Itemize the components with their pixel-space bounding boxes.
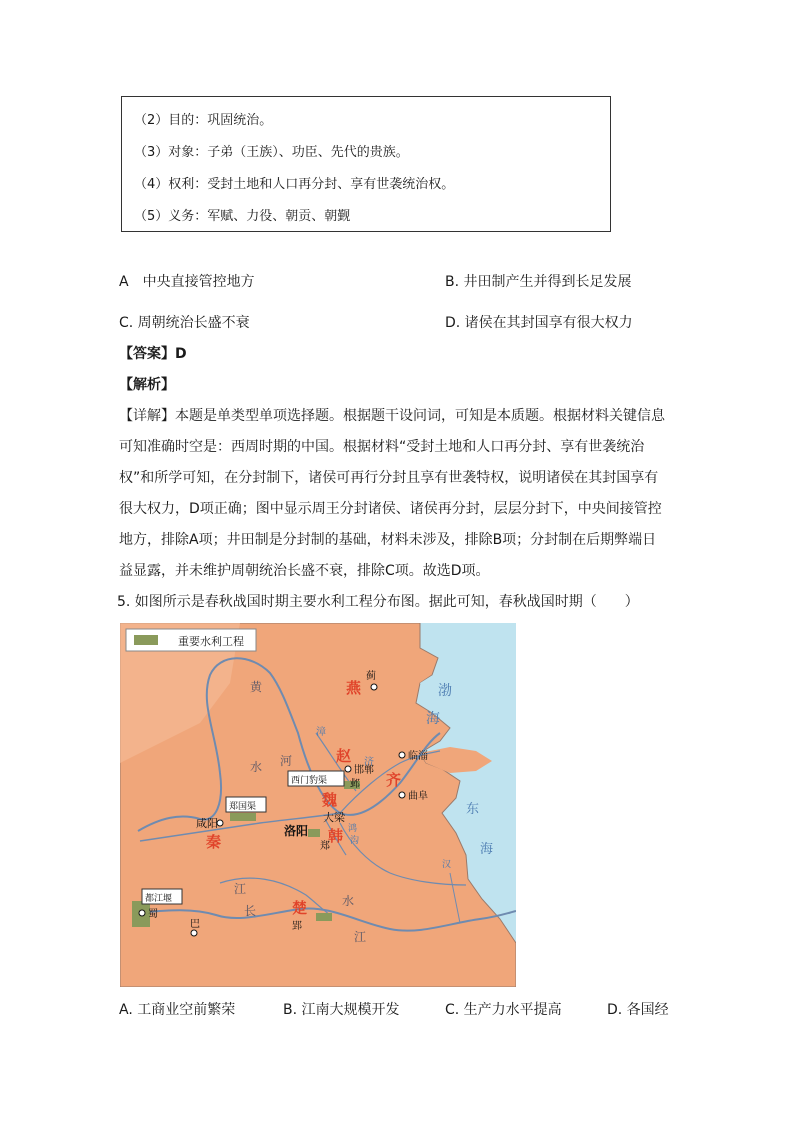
label-huang: 黄 bbox=[250, 680, 263, 694]
legend-swatch bbox=[134, 635, 158, 645]
state-yan: 燕 bbox=[346, 679, 362, 697]
state-wei: 魏 bbox=[322, 791, 338, 809]
label-chang: 长 bbox=[244, 904, 257, 918]
label-hong: 鸿 bbox=[348, 824, 358, 834]
city-dot bbox=[371, 684, 377, 690]
label-ji-river: 济 bbox=[364, 757, 374, 768]
q4-option-d[interactable]: D. 诸侯在其封国享有很大权力 bbox=[445, 315, 633, 331]
detail-line: 很大权力，D项正确；图中显示周王分封诸侯、诸侯再分封，层层分封下，中央间接管控 bbox=[119, 501, 662, 517]
q4-option-a[interactable]: A 中央直接管控地方 bbox=[119, 274, 255, 290]
legend-label: 重要水利工程 bbox=[178, 635, 244, 648]
state-han: 韩 bbox=[328, 827, 344, 845]
label-bo: 渤 bbox=[438, 683, 452, 699]
q5-option-a[interactable]: A. 工商业空前繁荣 bbox=[119, 1002, 236, 1018]
city-linzi: 临淄 bbox=[408, 751, 428, 762]
detail-line: 可知准确时空是：西周时期的中国。根据材料“受封土地和人口再分封、享有世袭统治 bbox=[119, 439, 645, 455]
zhengguo-label: 郑国渠 bbox=[229, 802, 257, 812]
state-qin: 秦 bbox=[206, 833, 222, 851]
detail-line: 地方，排除A项；井田制是分封制的基础，材料未涉及，排除B项；分封制在后期弊端日 bbox=[119, 532, 657, 548]
label-jiang: 江 bbox=[234, 882, 247, 896]
city-daliang: 大梁 bbox=[323, 811, 345, 824]
material-line-3: （3）对象：子弟（王族）、功臣、先代的贵族。 bbox=[134, 145, 409, 160]
label-zhang: 漳 bbox=[316, 727, 326, 738]
q5-option-c[interactable]: C. 生产力水平提高 bbox=[445, 1002, 562, 1018]
chu-patch bbox=[316, 913, 332, 921]
answer-label: 【答案】D bbox=[119, 346, 187, 362]
label-dong: 东 bbox=[466, 802, 480, 817]
material-box bbox=[121, 96, 611, 232]
map-svg bbox=[120, 623, 516, 987]
material-line-4: （4）权利：受封土地和人口再分封、享有世袭统治权。 bbox=[134, 177, 455, 192]
material-line-5: （5）义务：军赋、力役、朝贡、朝觐 bbox=[134, 209, 351, 224]
city-dot bbox=[345, 766, 351, 772]
analysis-label: 【解析】 bbox=[119, 377, 175, 393]
city-handan: 邯郸 bbox=[354, 765, 374, 776]
label-hai: 海 bbox=[426, 711, 440, 727]
label-shui2: 水 bbox=[342, 894, 355, 908]
city-xianyang: 咸阳 bbox=[196, 817, 218, 830]
city-dot bbox=[139, 910, 145, 916]
q5-option-d[interactable]: D. 各国经 bbox=[607, 1002, 669, 1018]
state-chu: 楚 bbox=[292, 899, 308, 917]
material-line-2: （2）目的：巩固统治。 bbox=[134, 113, 273, 128]
water-projects-map bbox=[120, 623, 516, 987]
city-dot bbox=[399, 792, 405, 798]
city-shu: 蜀 bbox=[148, 909, 158, 920]
city-ye: 邺 bbox=[350, 779, 360, 790]
city-luoyang: 洛阳 bbox=[284, 824, 309, 838]
city-zheng: 郑 bbox=[320, 841, 330, 852]
city-qufu: 曲阜 bbox=[408, 791, 428, 802]
label-han-river: 汉 bbox=[442, 860, 452, 870]
luoyang-patch bbox=[308, 829, 320, 837]
label-he: 河 bbox=[280, 754, 293, 768]
q5-option-b[interactable]: B. 江南大规模开发 bbox=[283, 1002, 400, 1018]
detail-line: 益显露，并未维护周朝统治长盛不衰，排除C项。故选D项。 bbox=[119, 563, 490, 579]
label-gou: 沟 bbox=[350, 836, 360, 846]
detail-line: 权”和所学可知，在分封制下，诸侯可再行分封且享有世袭特权，说明诸侯在其封国享有 bbox=[119, 470, 659, 486]
state-zhao: 赵 bbox=[336, 747, 352, 765]
city-ba: 巴 bbox=[190, 919, 200, 930]
label-hai2: 海 bbox=[480, 842, 494, 857]
state-qi: 齐 bbox=[386, 771, 402, 789]
city-dot bbox=[191, 930, 197, 936]
dujiang-label: 都江堰 bbox=[145, 894, 173, 904]
zhengguo-patch bbox=[230, 813, 256, 821]
q4-option-c[interactable]: C. 周朝统治长盛不衰 bbox=[119, 315, 250, 331]
detail-paragraph bbox=[119, 401, 679, 587]
city-ying: 郢 bbox=[292, 921, 302, 932]
label-shui: 水 bbox=[250, 760, 263, 774]
city-dot bbox=[399, 752, 405, 758]
detail-line: 【详解】本题是单类型单项选择题。根据题干设问词，可知是本质题。根据材料关键信息 bbox=[119, 408, 665, 424]
q5-stem: 5. 如图所示是春秋战国时期主要水利工程分布图。据此可知，春秋战国时期（ ） bbox=[117, 594, 639, 610]
ximen-label: 西门豹渠 bbox=[291, 776, 328, 786]
city-ji: 蓟 bbox=[366, 671, 376, 682]
label-jiang2: 江 bbox=[354, 930, 367, 944]
q4-option-b[interactable]: B. 井田制产生并得到长足发展 bbox=[445, 274, 632, 290]
